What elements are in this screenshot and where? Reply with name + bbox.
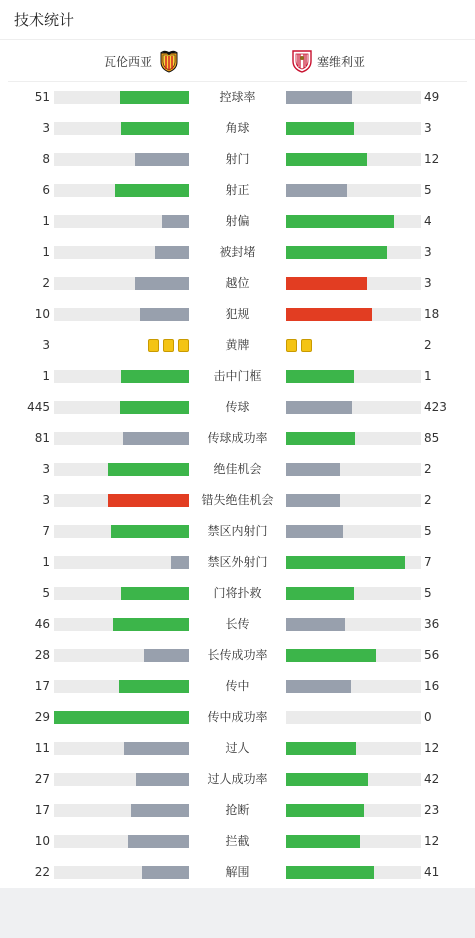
- stat-label: 绝佳机会: [213, 462, 262, 476]
- home-stat-value: 445: [27, 400, 50, 414]
- stat-row: [0, 268, 475, 299]
- home-stat-bar: [54, 122, 189, 135]
- home-stat-bar-fill: [113, 618, 189, 631]
- away-stat-bar: [286, 463, 421, 476]
- away-stat-bar: [286, 711, 421, 724]
- yellow-card-icon: [286, 339, 297, 352]
- away-stat-bar: [286, 246, 421, 259]
- stat-label: 抢断: [225, 803, 250, 817]
- stat-label: 禁区内射门: [207, 524, 268, 538]
- stat-label: 解围: [225, 865, 250, 879]
- away-stat-bar: [286, 401, 421, 414]
- stat-row: [0, 578, 475, 609]
- away-stat-value: 18: [424, 307, 440, 321]
- stat-label: 越位: [225, 276, 250, 290]
- home-stat-bar-fill: [135, 153, 189, 166]
- home-stat-bar: [54, 91, 189, 104]
- stat-label: 过人成功率: [207, 772, 268, 786]
- stat-label: 门将扑救: [213, 586, 262, 600]
- away-stat-bar-fill: [286, 618, 345, 631]
- stat-label: 击中门框: [213, 369, 262, 383]
- home-stat-bar-fill: [123, 432, 189, 445]
- home-stat-value: 27: [34, 772, 50, 786]
- home-stat-bar: [54, 804, 189, 817]
- stat-row: [0, 82, 475, 113]
- home-stat-bar: [54, 556, 189, 569]
- home-stat-bar-fill: [120, 91, 189, 104]
- home-stat-bar-fill: [131, 804, 189, 817]
- away-stat-value: 0: [424, 710, 432, 724]
- away-stat-value: 7: [424, 555, 432, 569]
- home-stat-bar: [54, 463, 189, 476]
- home-stat-value: 7: [42, 524, 50, 538]
- home-stat-value: 10: [34, 834, 50, 848]
- away-stat-bar-fill: [286, 215, 394, 228]
- home-stat-bar: [54, 370, 189, 383]
- away-stat-bar-fill: [286, 804, 364, 817]
- yellow-card-icon: [301, 339, 312, 352]
- stat-row: [0, 299, 475, 330]
- home-stat-bar: [54, 773, 189, 786]
- home-stat-bar: [54, 277, 189, 290]
- away-stat-bar-fill: [286, 463, 340, 476]
- away-stat-bar: [286, 804, 421, 817]
- away-stat-bar-fill: [286, 494, 340, 507]
- home-stat-bar-fill: [142, 866, 189, 879]
- away-stat-bar: [286, 91, 421, 104]
- home-stat-bar: [54, 246, 189, 259]
- stat-label: 传中成功率: [207, 710, 268, 724]
- stat-row: [0, 702, 475, 733]
- home-yellow-cards: [148, 339, 189, 352]
- home-stat-value: 11: [34, 741, 50, 755]
- home-stat-value: 3: [42, 338, 50, 352]
- away-stat-bar: [286, 308, 421, 321]
- away-stat-bar-fill: [286, 277, 367, 290]
- away-stat-bar: [286, 153, 421, 166]
- away-stat-bar: [286, 742, 421, 755]
- home-stat-bar-fill: [155, 246, 189, 259]
- away-stat-bar-fill: [286, 587, 354, 600]
- stat-row: [0, 454, 475, 485]
- stat-row: [0, 795, 475, 826]
- home-stat-bar-fill: [135, 277, 189, 290]
- away-stat-bar-fill: [286, 246, 387, 259]
- away-stat-bar-fill: [286, 773, 368, 786]
- away-stat-value: 12: [424, 834, 440, 848]
- home-stat-value: 10: [34, 307, 50, 321]
- away-stat-bar: [286, 835, 421, 848]
- stat-row: [0, 547, 475, 578]
- home-stat-bar: [54, 494, 189, 507]
- away-stat-value: 5: [424, 183, 432, 197]
- away-stat-value: 36: [424, 617, 440, 631]
- home-stat-bar-fill: [162, 215, 189, 228]
- stat-label: 黄牌: [225, 338, 250, 352]
- stat-row: [0, 330, 475, 361]
- away-stat-value: 3: [424, 121, 432, 135]
- away-stat-value: 1: [424, 369, 432, 383]
- home-stat-bar: [54, 401, 189, 414]
- away-stat-bar: [286, 556, 421, 569]
- home-stat-bar-fill: [121, 122, 189, 135]
- stat-label: 被封堵: [219, 245, 256, 259]
- home-stat-value: 3: [42, 121, 50, 135]
- home-stat-bar-fill: [171, 556, 189, 569]
- stat-row: [0, 609, 475, 640]
- away-stat-bar-fill: [286, 742, 356, 755]
- home-stat-value: 1: [42, 555, 50, 569]
- away-stat-bar: [286, 649, 421, 662]
- home-stat-bar: [54, 742, 189, 755]
- stat-label: 传球成功率: [207, 431, 268, 445]
- stat-row: [0, 826, 475, 857]
- away-team[interactable]: [291, 40, 365, 82]
- away-stat-value: 3: [424, 245, 432, 259]
- home-stat-bar-fill: [108, 494, 189, 507]
- home-team[interactable]: [104, 40, 180, 82]
- away-stat-value: 12: [424, 741, 440, 755]
- away-stat-bar: [286, 494, 421, 507]
- home-stat-bar: [54, 525, 189, 538]
- home-stat-bar: [54, 649, 189, 662]
- away-yellow-cards: [286, 339, 312, 352]
- stat-row: [0, 175, 475, 206]
- home-stat-bar-fill: [111, 525, 189, 538]
- home-stat-bar-fill: [136, 773, 189, 786]
- away-team-name: 塞维利亚: [317, 54, 366, 69]
- stat-row: [0, 516, 475, 547]
- away-stat-value: 16: [424, 679, 440, 693]
- home-stat-bar-fill: [121, 587, 189, 600]
- away-stat-value: 4: [424, 214, 432, 228]
- away-stat-bar: [286, 432, 421, 445]
- away-stat-value: 2: [424, 493, 432, 507]
- home-stat-value: 28: [34, 648, 50, 662]
- home-stat-bar-fill: [115, 184, 189, 197]
- away-stat-value: 5: [424, 586, 432, 600]
- away-stat-value: 3: [424, 276, 432, 290]
- stat-label: 禁区外射门: [207, 555, 268, 569]
- home-stat-bar: [54, 618, 189, 631]
- away-stat-bar-fill: [286, 370, 354, 383]
- stat-row: [0, 764, 475, 795]
- home-stat-bar-fill: [124, 742, 189, 755]
- stat-label: 射偏: [225, 214, 250, 228]
- away-stat-bar-fill: [286, 866, 374, 879]
- stat-row: [0, 392, 475, 423]
- home-stat-bar: [54, 308, 189, 321]
- away-stat-value: 23: [424, 803, 440, 817]
- home-stat-value: 17: [34, 803, 50, 817]
- stat-row: [0, 857, 475, 888]
- stat-label: 传球: [225, 400, 250, 414]
- stat-label: 控球率: [219, 90, 256, 104]
- away-stat-value: 85: [424, 431, 440, 445]
- stat-row: [0, 361, 475, 392]
- home-stat-value: 5: [42, 586, 50, 600]
- teams-header: [8, 40, 467, 82]
- away-stat-bar: [286, 370, 421, 383]
- stat-row: [0, 206, 475, 237]
- stat-label: 射正: [225, 183, 250, 197]
- away-stat-bar-fill: [286, 835, 360, 848]
- away-stat-bar-fill: [286, 122, 354, 135]
- away-stat-bar-fill: [286, 401, 352, 414]
- home-stat-bar-fill: [140, 308, 189, 321]
- home-stat-bar-fill: [119, 680, 189, 693]
- stat-row: [0, 671, 475, 702]
- away-stat-bar-fill: [286, 184, 347, 197]
- stat-label: 错失绝佳机会: [201, 493, 274, 507]
- away-stat-value: 41: [424, 865, 440, 879]
- away-stat-value: 12: [424, 152, 440, 166]
- page-title: 技术统计: [0, 0, 475, 40]
- stat-label: 拦截: [225, 834, 250, 848]
- home-stat-value: 81: [34, 431, 50, 445]
- away-stat-value: 49: [424, 90, 440, 104]
- home-stat-bar: [54, 153, 189, 166]
- away-stat-bar-fill: [286, 308, 372, 321]
- stat-label: 传中: [225, 679, 250, 693]
- home-stat-value: 8: [42, 152, 50, 166]
- away-stat-bar-fill: [286, 91, 352, 104]
- home-team-name: 瓦伦西亚: [103, 54, 152, 69]
- home-stat-value: 29: [34, 710, 50, 724]
- away-stat-bar: [286, 215, 421, 228]
- yellow-card-icon: [163, 339, 174, 352]
- yellow-card-icon: [148, 339, 159, 352]
- home-stat-bar: [54, 866, 189, 879]
- away-stat-bar-fill: [286, 556, 405, 569]
- away-stat-value: 42: [424, 772, 440, 786]
- home-stat-bar-fill: [54, 711, 189, 724]
- stat-row: [0, 113, 475, 144]
- home-stat-bar: [54, 432, 189, 445]
- away-stat-value: 2: [424, 338, 432, 352]
- away-stat-bar: [286, 866, 421, 879]
- home-stat-bar: [54, 215, 189, 228]
- away-stat-bar: [286, 618, 421, 631]
- away-stat-bar: [286, 122, 421, 135]
- stat-row: [0, 640, 475, 671]
- home-stat-bar: [54, 835, 189, 848]
- home-stat-value: 51: [34, 90, 50, 104]
- away-stat-bar: [286, 773, 421, 786]
- away-stat-bar: [286, 680, 421, 693]
- away-stat-value: 2: [424, 462, 432, 476]
- away-stat-value: 56: [424, 648, 440, 662]
- away-stat-value: 5: [424, 524, 432, 538]
- home-stat-bar: [54, 711, 189, 724]
- stat-row: [0, 237, 475, 268]
- away-stat-bar-fill: [286, 525, 343, 538]
- home-stat-value: 1: [42, 245, 50, 259]
- stat-row: [0, 423, 475, 454]
- home-stat-value: 3: [42, 493, 50, 507]
- stat-label: 射门: [225, 152, 250, 166]
- stat-label: 角球: [225, 121, 250, 135]
- home-stat-bar-fill: [128, 835, 189, 848]
- home-stat-bar-fill: [144, 649, 189, 662]
- away-stat-bar: [286, 525, 421, 538]
- away-stat-bar: [286, 277, 421, 290]
- yellow-card-icon: [178, 339, 189, 352]
- away-stat-bar: [286, 587, 421, 600]
- stat-row: [0, 733, 475, 764]
- stat-label: 过人: [225, 741, 250, 755]
- home-stat-bar-fill: [121, 370, 189, 383]
- away-stat-bar-fill: [286, 680, 351, 693]
- stat-rows: [0, 82, 475, 888]
- home-stat-value: 22: [34, 865, 50, 879]
- home-stat-value: 1: [42, 214, 50, 228]
- away-stat-bar-fill: [286, 649, 376, 662]
- home-stat-bar: [54, 680, 189, 693]
- bat-crest-icon: [158, 49, 180, 73]
- stat-row: [0, 485, 475, 516]
- stat-label: 犯规: [225, 307, 250, 321]
- shield-crest-icon: [291, 49, 313, 73]
- home-stat-value: 17: [34, 679, 50, 693]
- away-stat-bar-fill: [286, 432, 355, 445]
- stat-label: 长传: [225, 617, 250, 631]
- home-stat-value: 6: [42, 183, 50, 197]
- home-stat-bar-fill: [120, 401, 189, 414]
- stat-row: [0, 144, 475, 175]
- home-stat-bar: [54, 184, 189, 197]
- home-stat-value: 1: [42, 369, 50, 383]
- home-stat-bar-fill: [108, 463, 189, 476]
- home-stat-bar: [54, 587, 189, 600]
- stat-label: 长传成功率: [207, 648, 268, 662]
- home-stat-value: 46: [34, 617, 50, 631]
- away-stat-value: 423: [424, 400, 447, 414]
- home-stat-value: 2: [42, 276, 50, 290]
- away-stat-bar: [286, 184, 421, 197]
- away-stat-bar-fill: [286, 153, 367, 166]
- home-stat-value: 3: [42, 462, 50, 476]
